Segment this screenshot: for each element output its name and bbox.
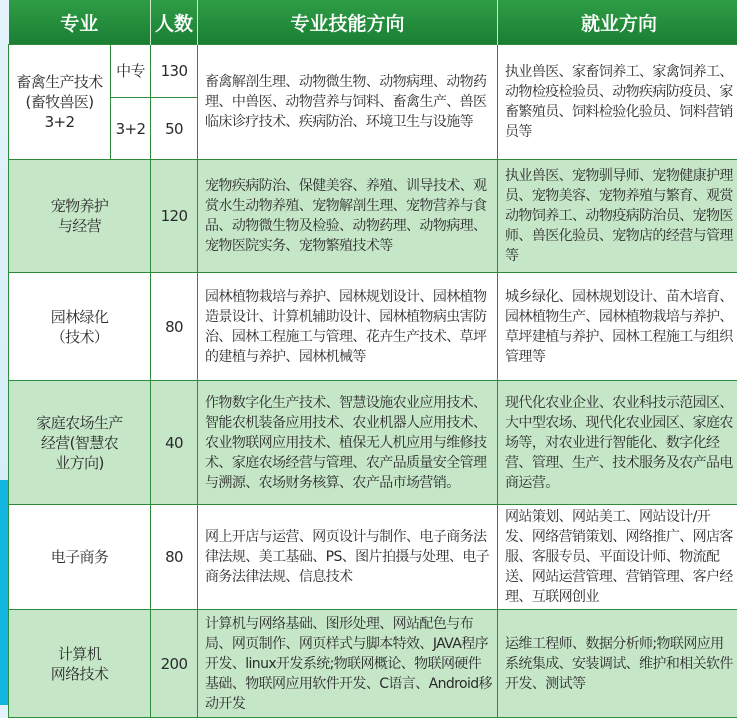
student-count: 40 (151, 381, 198, 505)
jobs-cell: 城乡绿化、园林规划设计、苗木培育、园林植物生产、园林植物栽培与养护、草坪建植与养护、园林工程施工与组织管理等 (498, 273, 737, 381)
table-row (9, 610, 737, 718)
major-name: 电子商务 (9, 505, 151, 610)
major-name: 园林绿化 （技术） (9, 273, 151, 381)
jobs-cell: 运维工程师、数据分析师;物联网应用系统集成、安装调试、维护和相关软件开发、测试等 (498, 610, 737, 718)
major-name: 计算机 网络技术 (9, 610, 151, 718)
table-row (9, 160, 737, 273)
student-count: 130 (151, 45, 198, 98)
skills-cell: 计算机与网络基础、图形处理、网站配色与布局、网页制作、网页样式与脚本特效、JAVA程序开发、linux开发系统;物联网概论、物联网硬件基础、物联网应用软件开发、C语言、Android移动开发 (198, 610, 498, 718)
majors-table (8, 0, 737, 718)
header-skills: 专业技能方向 (198, 0, 498, 45)
header-jobs: 就业方向 (498, 0, 737, 45)
level: 中专 (111, 45, 151, 98)
major-name: 畜禽生产技术 (畜牧兽医) 3+2 (9, 45, 111, 160)
skills-cell: 园林植物栽培与养护、园林规划设计、园林植物造景设计、计算机辅助设计、园林植物病虫害防治、园林工程施工与管理、花卉生产技术、草坪的建植与养护、园林机械等 (198, 273, 498, 381)
student-count: 80 (151, 273, 198, 381)
major-name: 家庭农场生产 经营(智慧农 业方向) (9, 381, 151, 505)
student-count: 200 (151, 610, 198, 718)
level: 3+2 (111, 98, 151, 160)
skills-cell: 作物数字化生产技术、智慧设施农业应用技术、智能农机装备应用技术、农业机器人应用技术、农业物联网应用技术、植保无人机应用与维修技术、家庭农场经营与管理、农产品质量安全管理与溯源、农场财务核算、农产品市场营销。 (198, 381, 498, 505)
jobs-cell: 执业兽医、家畜饲养工、家禽饲养工、动物检疫检验员、动物疾病防疫员、家畜繁殖员、饲料检验化验员、饲料营销员等 (498, 45, 737, 160)
major-name: 宠物养护 与经营 (9, 160, 151, 273)
table-row (9, 273, 737, 381)
student-count: 120 (151, 160, 198, 273)
jobs-cell: 网站策划、网站美工、网站设计/开发、网络营销策划、网络推广、网店客服、客服专员、平面设计师、物流配送、网站运营管理、营销管理、客户经理、互联网创业 (498, 505, 737, 610)
skills-cell: 网上开店与运营、网页设计与制作、电子商务法律法规、美工基础、PS、图片拍摄与处理、电子商务法律法规、信息技术 (198, 505, 498, 610)
header-row (9, 0, 737, 45)
table-row (9, 505, 737, 610)
skills-cell: 宠物疾病防治、保健美容、养殖、训导技术、观赏水生动物养殖、宠物解剖生理、宠物营养与食品、动物微生物及检验、动物药理、动物病理、宠物医院实务、宠物繁殖技术等 (198, 160, 498, 273)
student-count: 50 (151, 98, 198, 160)
jobs-cell: 执业兽医、宠物驯导师、宠物健康护理员、宠物美容、宠物养殖与繁育、观赏动物饲养工、动物疫病防治员、宠物医师、兽医化验员、宠物店的经营与管理等 (498, 160, 737, 273)
header-count: 人数 (151, 0, 198, 45)
jobs-cell: 现代化农业企业、农业科技示范园区、大中型农场、现代化农业园区、家庭农场等，对农业进行智能化、数字化经营、管理、生产、技术服务及农产品电商运营。 (498, 381, 737, 505)
student-count: 80 (151, 505, 198, 610)
header-major: 专业 (9, 0, 151, 45)
table-row (9, 381, 737, 505)
table-row (9, 45, 737, 98)
skills-cell: 畜禽解剖生理、动物微生物、动物病理、动物药理、中兽医、动物营养与饲料、畜禽生产、兽医临床诊疗技术、疾病防治、环境卫生与设施等 (198, 45, 498, 160)
